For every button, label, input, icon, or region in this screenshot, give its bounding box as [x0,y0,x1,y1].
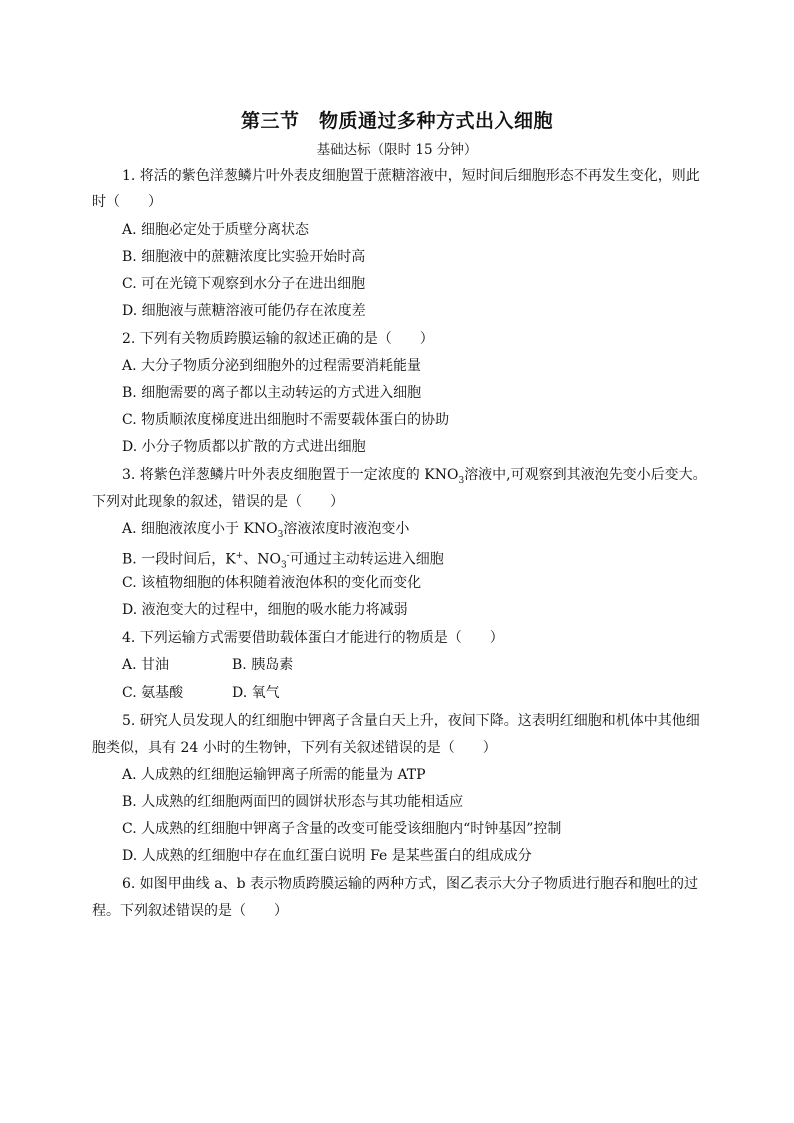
question-4-option-c: C. 氨基酸 [122,685,184,701]
question-5-stem: 5. 研究人员发现人的红细胞中钾离子含量白天上升，夜间下降。这表明红细胞和机体中其他细 [122,713,700,729]
question-3-option-a: A. 细胞液浓度小于 $KNO_3$溶液浓度时液泡变小 [122,521,410,540]
question-4-stem: 4. 下列运输方式需要借助载体蛋白才能进行的物质是（ ） [122,630,504,646]
question-4-option-a: A. 甘油 [122,657,170,673]
question-1-option-b: B. 细胞液中的蔗糖浓度比实验开始时高 [122,249,366,265]
question-1-option-d: D. 细胞液与蔗糖溶液可能仍存在浓度差 [122,303,366,319]
question-1-stem: 1. 将活的紫色洋葱鳞片叶外表皮细胞置于蔗糖溶液中，短时间后细胞形态不再发生变化，则此 [122,168,700,184]
question-3-stem: 3. 将紫色洋葱鳞片叶外表皮细胞置于一定浓度的 $KNO_3$溶液中,可观察到其液泡先变小后变大。 [122,467,707,486]
question-1-option-a: A. 细胞必定处于质壁分离状态 [122,222,310,238]
question-3-option-c: C. 该植物细胞的体积随着液泡体积的变化而变化 [122,575,422,591]
question-2-option-c: C. 物质顺浓度梯度进出细胞时不需要载体蛋白的协助 [122,412,450,428]
page-subtitle: 基础达标（限时 15 分钟） [316,142,478,158]
question-3-option-b: B. 一段时间后，K+、$NO_3^-$可通过主动转运进入细胞 [122,551,444,571]
question-3-option-d: D. 液泡变大的过程中，细胞的吸水能力将减弱 [122,602,408,618]
question-4-option-d: D. 氧气 [232,685,280,701]
question-3-stem-cont: 下列对此现象的叙述，错误的是（ ） [92,494,344,510]
question-4-option-b: B. 胰岛素 [232,657,294,673]
question-1-option-c: C. 可在光镜下观察到水分子在进出细胞 [122,276,366,292]
question-5-stem-cont: 胞类似，具有 24 小时的生物钟，下列有关叙述错误的是（ ） [92,740,497,756]
page-title: 第三节 物质通过多种方式出入细胞 [240,110,553,132]
question-2-option-d: D. 小分子物质都以扩散的方式进出细胞 [122,439,366,455]
question-2-option-a: A. 大分子物质分泌到细胞外的过程需要消耗能量 [122,358,422,374]
question-2-stem: 2. 下列有关物质跨膜运输的叙述正确的是（ ） [122,331,434,347]
question-6-stem: 6. 如图甲曲线 a、b 表示物质跨膜运输的两种方式，图乙表示大分子物质进行胞吞和胞吐的过 [122,876,699,892]
question-5-option-d: D. 人成熟的红细胞中存在血红蛋白说明 Fe 是某些蛋白的组成成分 [122,848,532,864]
question-5-option-b: B. 人成熟的红细胞两面凹的圆饼状形态与其功能相适应 [122,794,464,810]
question-6-stem-cont: 程。下列叙述错误的是（ ） [92,903,288,919]
question-5-option-a: A. 人成熟的红细胞运输钾离子所需的能量为 ATP [122,767,426,783]
question-2-option-b: B. 细胞需要的离子都以主动转运的方式进入细胞 [122,385,422,401]
question-1-stem-cont: 时（ ） [92,194,162,210]
question-5-option-c: C. 人成熟的红细胞中钾离子含量的改变可能受该细胞内“时钟基因”控制 [122,821,562,837]
